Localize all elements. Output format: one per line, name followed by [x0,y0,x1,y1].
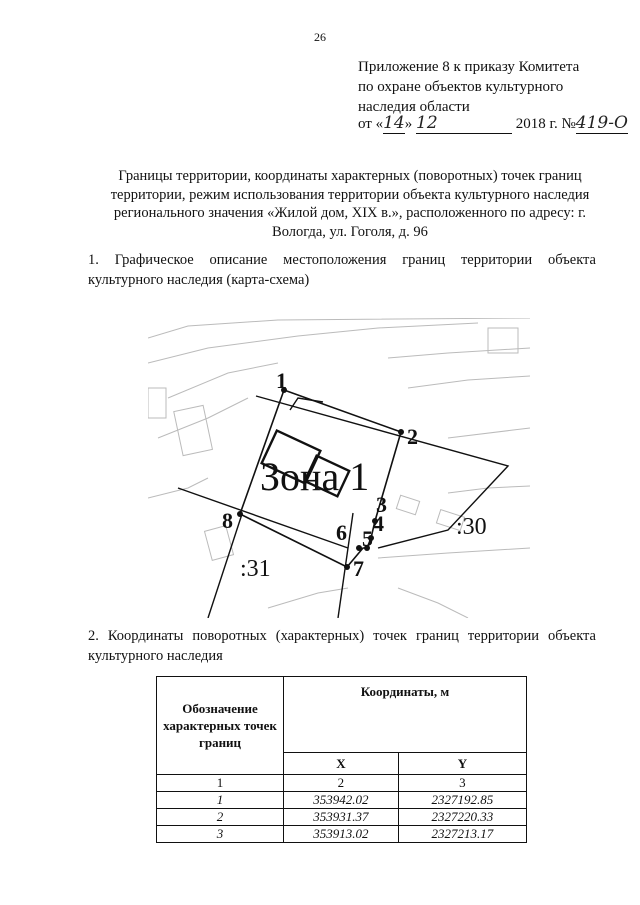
cadastral-lines [178,396,508,618]
appendix-line-1: Приложение 8 к приказу Комитета [358,59,580,75]
section-2-title: 2. Координаты поворотных (характерных) точек границ территории объекта культурного наследия [88,628,596,664]
parcel-label-31: :31 [240,556,271,582]
appendix-line-2: по охране объектов культурного [358,79,564,95]
heading-line-4: Вологда, ул. Гоголя, д. 96 [272,223,428,240]
zone-label: Зона 1 [260,454,370,499]
y-cell: 2327213.17 [398,826,526,843]
point-label-5: 5 [362,526,373,551]
point-2-marker [398,429,404,435]
table-row [157,792,527,809]
point-7-marker [344,564,350,570]
point-cell: 2 [157,809,284,826]
page-number: 26 [314,30,326,44]
point-cell: 3 [157,826,284,843]
document-heading [80,167,620,241]
point-label-8: 8 [222,508,233,533]
x-cell: 353913.02 [284,826,399,843]
index-cell: 3 [398,775,526,792]
date-year: 2018 г. № [515,116,576,132]
section-1-title: 1. Графическое описание местоположения границ территории объекта культурного наследия (карта-схема) [88,252,596,288]
point-8-marker [237,511,243,517]
boundary-map [148,318,530,618]
table-row [157,809,527,826]
coordinates-table [156,676,527,843]
date-day: 14 [383,113,405,133]
index-cell: 2 [284,775,399,792]
x-cell: 353931.37 [284,809,399,826]
index-cell: 1 [157,775,284,792]
table-index-row [157,775,527,792]
appendix-line-3: наследия области [358,99,470,115]
point-cell: 1 [157,792,284,809]
date-mid: » [404,116,413,132]
point-label-1: 1 [276,368,287,393]
order-number: 419-О [575,113,628,133]
date-prefix: от « [358,116,384,132]
header-x: X [284,753,399,775]
header-points: Обозначение характерных точек границ [157,677,284,775]
header-coordinates: Координаты, м [284,677,527,753]
heading-line-3: регионального значения «Жилой дом, XIX в.», расположенного по адресу: г. [113,205,587,221]
y-cell: 2327220.33 [398,809,526,826]
heading-line-1: Границы территории, координаты характерных (поворотных) точек границ [118,168,582,184]
header-y: Y [398,753,526,775]
x-cell: 353942.02 [284,792,399,809]
point-label-4: 4 [373,511,384,536]
point-label-3: 3 [376,492,387,517]
heading-line-2: территории, режим использования территории объекта культурного наследия [110,186,590,203]
point-label-7: 7 [353,556,364,581]
date-month: 12 [416,113,512,134]
point-label-2: 2 [407,424,418,449]
y-cell: 2327192.85 [398,792,526,809]
parcel-label-30: :30 [456,514,487,540]
appendix-date-line [358,113,628,134]
table-row [157,826,527,843]
point-label-6: 6 [336,520,347,545]
